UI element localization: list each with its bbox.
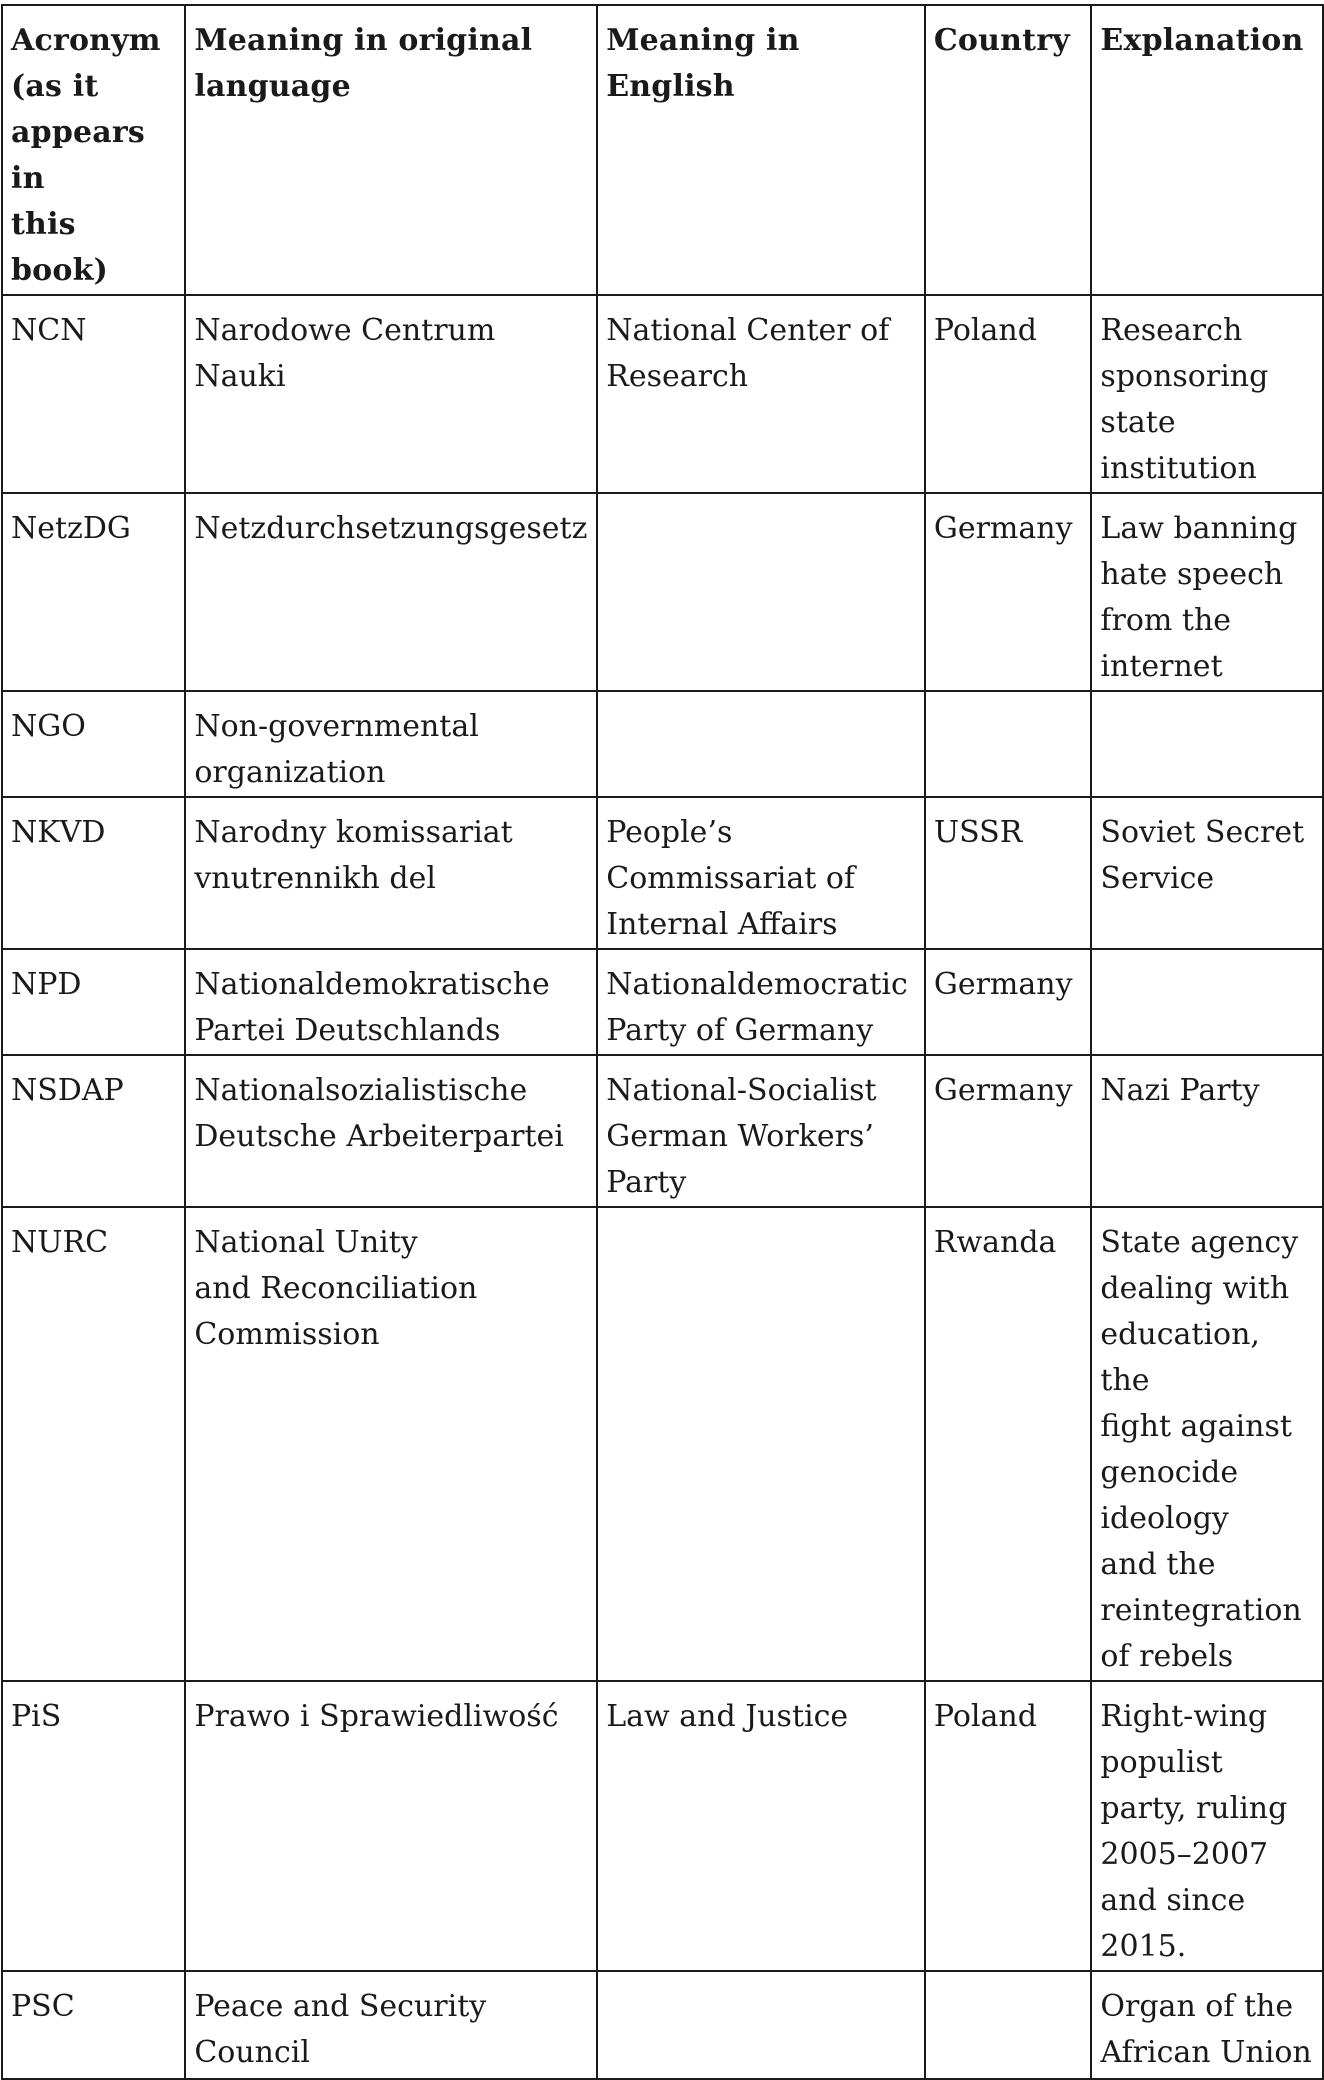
cell-acronym	[2, 1971, 185, 2079]
cell-english-meaning	[597, 949, 925, 1055]
cell-country	[925, 949, 1092, 1055]
header-country	[925, 5, 1092, 295]
original-meaning-text: Narodowe Centrum Nauki	[194, 313, 496, 394]
english-meaning-text: National-Socialist German Workers’ Party	[606, 1073, 877, 1200]
original-meaning-text: Non-governmental organization	[194, 709, 479, 790]
cell-explanation	[1091, 493, 1323, 691]
table-row	[2, 1971, 1323, 2079]
cell-country	[925, 797, 1092, 949]
cell-country	[925, 295, 1092, 493]
cell-acronym	[2, 949, 185, 1055]
original-meaning-text: Narodny komissariat vnutrennikh del	[194, 815, 513, 896]
acronym-text: NetzDG	[11, 511, 131, 546]
country-text: Rwanda	[933, 1225, 1057, 1260]
cell-original-meaning	[185, 1971, 597, 2079]
explanation-text: Right-wing populist party, ruling 2005–2007 and since 2015.	[1100, 1699, 1288, 1964]
acronym-text: NPD	[11, 967, 82, 1002]
explanation-text: Research sponsoring state institution	[1100, 313, 1269, 486]
cell-english-meaning	[597, 797, 925, 949]
cell-acronym	[2, 797, 185, 949]
cell-original-meaning	[185, 797, 597, 949]
english-meaning-text: Nationaldemocratic Party of Germany	[606, 967, 908, 1048]
table-header-row	[2, 5, 1323, 295]
cell-explanation	[1091, 1971, 1323, 2079]
cell-country	[925, 493, 1092, 691]
cell-english-meaning	[597, 1055, 925, 1207]
table-row	[2, 949, 1323, 1055]
cell-original-meaning	[185, 1681, 597, 1971]
table-row	[2, 797, 1323, 949]
cell-country	[925, 691, 1092, 797]
cell-explanation	[1091, 797, 1323, 949]
country-text: Germany	[933, 1073, 1073, 1108]
original-meaning-text: National Unity and Reconciliation Commission	[194, 1225, 478, 1352]
original-meaning-text: Nationaldemokratische Partei Deutschlands	[194, 967, 550, 1048]
explanation-text: State agency dealing with education, the fight against genocide ideology and the reintegration of rebels	[1100, 1225, 1302, 1674]
original-meaning-text: Netzdurchsetzungsgesetz	[194, 511, 588, 546]
cell-acronym	[2, 295, 185, 493]
country-text: Germany	[933, 967, 1073, 1002]
header-english-meaning	[597, 5, 925, 295]
original-meaning-text: Peace and Security Council	[194, 1989, 487, 2070]
cell-explanation	[1091, 949, 1323, 1055]
header-acronym-text: Acronym (as it appears in this book)	[11, 23, 161, 288]
country-text: Poland	[933, 1699, 1037, 1734]
cell-country	[925, 1681, 1092, 1971]
acronym-table	[1, 4, 1324, 2080]
english-meaning-text: Law and Justice	[606, 1699, 849, 1734]
original-meaning-text: Prawo i Sprawiedliwość	[194, 1699, 559, 1734]
explanation-text: Soviet Secret Service	[1100, 815, 1305, 896]
header-original-meaning-text: Meaning in original language	[194, 23, 533, 104]
cell-country	[925, 1207, 1092, 1681]
cell-acronym	[2, 691, 185, 797]
table-row	[2, 1681, 1323, 1971]
acronym-text: NGO	[11, 709, 86, 744]
cell-original-meaning	[185, 1207, 597, 1681]
english-meaning-text: National Center of Research	[606, 313, 890, 394]
table-row	[2, 691, 1323, 797]
acronym-text: PSC	[11, 1989, 75, 2024]
explanation-text: Organ of the African Union	[1100, 1989, 1312, 2070]
cell-explanation	[1091, 1055, 1323, 1207]
header-explanation-text: Explanation	[1100, 23, 1304, 58]
cell-original-meaning	[185, 493, 597, 691]
cell-english-meaning	[597, 1971, 925, 2079]
cell-explanation	[1091, 295, 1323, 493]
header-original-meaning	[185, 5, 597, 295]
acronym-text: NURC	[11, 1225, 109, 1260]
cell-acronym	[2, 1207, 185, 1681]
cell-english-meaning	[597, 691, 925, 797]
acronym-text: NSDAP	[11, 1073, 124, 1108]
cell-explanation	[1091, 1681, 1323, 1971]
cell-original-meaning	[185, 295, 597, 493]
country-text: USSR	[933, 815, 1023, 850]
table-row	[2, 1207, 1323, 1681]
cell-explanation	[1091, 1207, 1323, 1681]
cell-country	[925, 1971, 1092, 2079]
cell-acronym	[2, 493, 185, 691]
cell-original-meaning	[185, 1055, 597, 1207]
country-text: Germany	[933, 511, 1073, 546]
explanation-text: Law banning hate speech from the internet	[1100, 511, 1298, 684]
country-text: Poland	[933, 313, 1037, 348]
acronym-text: NKVD	[11, 815, 106, 850]
original-meaning-text: Nationalsozialistische Deutsche Arbeiterpartei	[194, 1073, 564, 1154]
cell-explanation	[1091, 691, 1323, 797]
table-row	[2, 1055, 1323, 1207]
cell-original-meaning	[185, 691, 597, 797]
cell-english-meaning	[597, 295, 925, 493]
explanation-text: Nazi Party	[1100, 1073, 1260, 1108]
table-row	[2, 493, 1323, 691]
table-row	[2, 295, 1323, 493]
cell-english-meaning	[597, 1207, 925, 1681]
cell-acronym	[2, 1055, 185, 1207]
cell-country	[925, 1055, 1092, 1207]
cell-english-meaning	[597, 1681, 925, 1971]
cell-english-meaning	[597, 493, 925, 691]
english-meaning-text: People’s Commissariat of Internal Affairs	[606, 815, 855, 942]
acronym-text: PiS	[11, 1699, 62, 1734]
header-english-meaning-text: Meaning in English	[606, 23, 800, 104]
header-country-text: Country	[933, 23, 1070, 58]
acronym-text: NCN	[11, 313, 87, 348]
cell-original-meaning	[185, 949, 597, 1055]
header-explanation	[1091, 5, 1323, 295]
cell-acronym	[2, 1681, 185, 1971]
header-acronym	[2, 5, 185, 295]
